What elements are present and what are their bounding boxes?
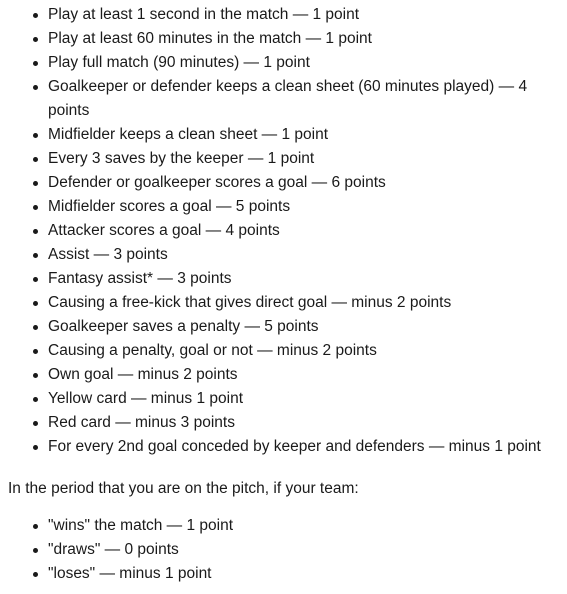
list-item: Every 3 saves by the keeper — 1 point — [0, 147, 567, 171]
list-item: Fantasy assist* — 3 points — [0, 267, 567, 291]
list-item: Causing a free-kick that gives direct goal — minus 2 points — [0, 291, 567, 315]
list-item: Attacker scores a goal — 4 points — [0, 219, 567, 243]
scoring-rules-list — [0, 3, 567, 459]
list-item: Goalkeeper saves a penalty — 5 points — [0, 315, 567, 339]
list-item: Own goal — minus 2 points — [0, 363, 567, 387]
team-rules-list — [0, 514, 567, 586]
list-item: Yellow card — minus 1 point — [0, 387, 567, 411]
list-item: Red card — minus 3 points — [0, 411, 567, 435]
list-item: Play at least 1 second in the match — 1 point — [0, 3, 567, 27]
list-item: Defender or goalkeeper scores a goal — 6 points — [0, 171, 567, 195]
list-item: "wins" the match — 1 point — [0, 514, 567, 538]
list-item: "loses" — minus 1 point — [0, 562, 567, 586]
list-item: Play at least 60 minutes in the match — 1 point — [0, 27, 567, 51]
list-item: "draws" — 0 points — [0, 538, 567, 562]
list-item: Midfielder keeps a clean sheet — 1 point — [0, 123, 567, 147]
list-item: Play full match (90 minutes) — 1 point — [0, 51, 567, 75]
list-item: Goalkeeper or defender keeps a clean sheet (60 minutes played) — 4 points — [0, 75, 567, 123]
list-item: Causing a penalty, goal or not — minus 2 points — [0, 339, 567, 363]
list-item: For every 2nd goal conceded by keeper and defenders — minus 1 point — [0, 435, 567, 459]
list-item: Midfielder scores a goal — 5 points — [0, 195, 567, 219]
team-intro-text: In the period that you are on the pitch, if your team: — [8, 480, 359, 497]
list-item: Assist — 3 points — [0, 243, 567, 267]
